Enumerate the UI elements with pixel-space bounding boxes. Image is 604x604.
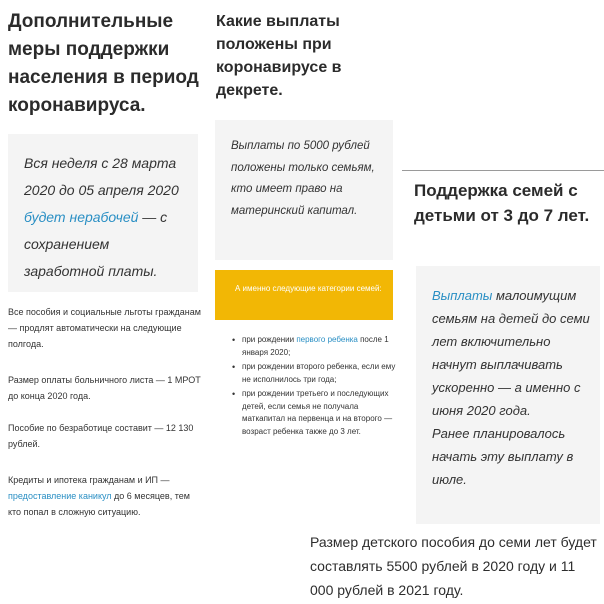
payments-link[interactable]: Выплаты xyxy=(432,288,493,303)
li1-pre: при рождении xyxy=(242,335,297,344)
col3-heading: Поддержка семей с детьми от 3 до 7 лет. xyxy=(414,181,590,225)
col1-paragraph-3: Пособие по безработице составит — 12 130 рублей. xyxy=(8,423,194,449)
col1-quote-text xyxy=(8,134,198,285)
col1-quote-post: — с сохранением заработной платы. xyxy=(24,209,168,279)
list-item: • при рождении третьего и последующих детей, если семья не получала маткапитал на первенца и на второго — возраст ребенка также до 3 лет. xyxy=(228,388,396,438)
col3-quote-text-1 xyxy=(416,266,600,422)
col1-paragraph-1: Все пособия и социальные льготы гражданам — продлят автоматически на следующие полгода. xyxy=(8,307,201,349)
col2-banner xyxy=(215,270,393,320)
col3-quote xyxy=(416,266,600,524)
col2-banner-text: А именно следующие категории семей: xyxy=(235,284,382,293)
credit-holidays-link[interactable]: предоставление каникул xyxy=(8,491,112,501)
bottom-text: Размер детского пособия до семи лет будет составлять 5500 рублей в 2020 году и 11 000 рублей в 2021 году. xyxy=(310,534,597,598)
col3-divider xyxy=(402,170,604,171)
col1-heading: Дополнительные меры поддержки населения в период коронавируса. xyxy=(8,11,199,116)
col3-quote-1: малоимущим семьям на детей до семи лет включительно начнут выплачивать ускоренно — а именно с июня 2020 года. xyxy=(432,288,590,418)
nonworking-week-link[interactable]: будет нерабочей xyxy=(24,209,139,225)
col1-quote-pre: Вся неделя с 28 марта 2020 до 05 апреля 2020 xyxy=(24,155,179,198)
col1-p4-post: до 6 месяцев, тем кто попал в сложную ситуацию. xyxy=(8,491,190,517)
li1-post: после 1 января 2020; xyxy=(242,335,389,357)
list-item: • при рождении второго ребенка, если ему не исполнилось три года; xyxy=(228,361,396,386)
col2-quote xyxy=(215,120,393,260)
first-child-link[interactable]: первого ребенка xyxy=(296,335,358,344)
col1-p4-pre: Кредиты и ипотека гражданам и ИП — xyxy=(8,475,170,485)
list-item xyxy=(228,334,396,359)
col3-quote-text-2: Ранее планировалось начать эту выплату в июле. xyxy=(432,426,574,487)
col1-quote xyxy=(8,134,198,292)
col2-category-list xyxy=(228,334,396,440)
col2-quote-text: Выплаты по 5000 рублей положены только семьям, кто имеет право на материнский капитал. xyxy=(231,140,375,217)
col1-paragraph-4 xyxy=(8,472,204,520)
col2-heading: Какие выплаты положены при коронавирусе в декрете. xyxy=(216,13,342,99)
col1-paragraph-2: Размер оплаты больничного листа — 1 МРОТ до конца 2020 года. xyxy=(8,375,201,401)
